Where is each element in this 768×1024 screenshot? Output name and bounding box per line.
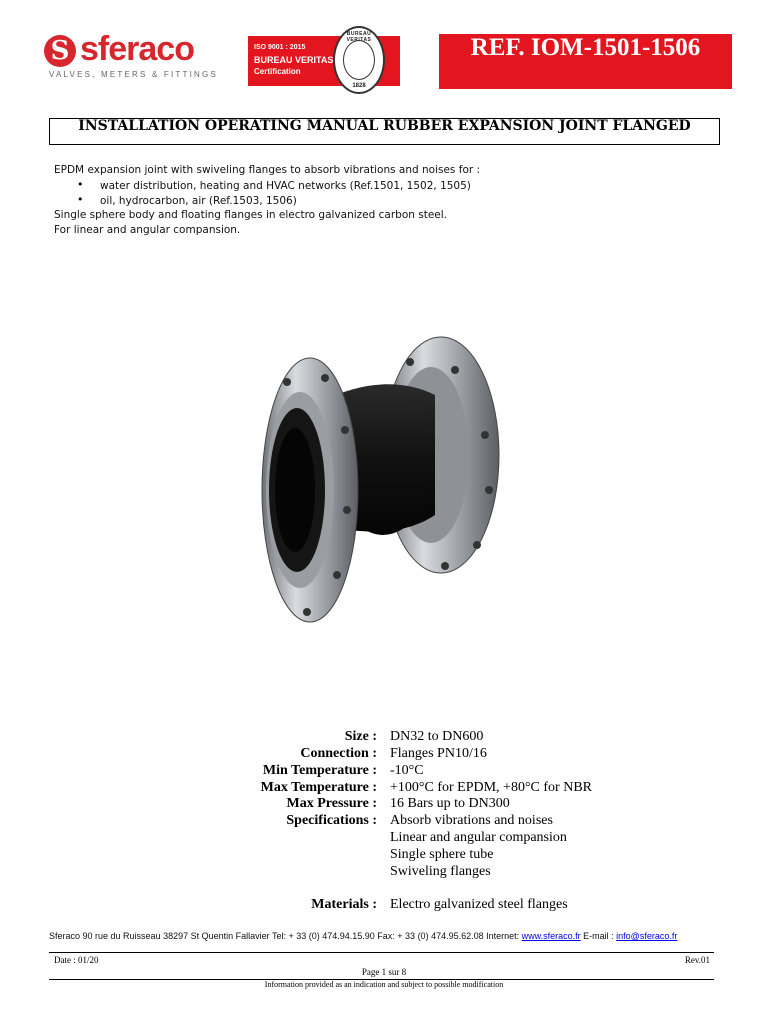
intro-line: EPDM expansion joint with swiveling flanges to absorb vibrations and noises for : <box>54 164 481 176</box>
cert-type: Certification <box>254 67 301 76</box>
document-date: Date : 01/20 <box>54 955 99 965</box>
spec-label-max-pressure: Max Pressure : <box>286 796 377 811</box>
company-address <box>49 931 677 941</box>
email-link[interactable]: info@sferaco.fr <box>616 931 678 941</box>
spec-label-size: Size : <box>344 729 377 744</box>
spec-label-max-temp: Max Temperature : <box>260 780 377 795</box>
logo-s-glyph: S <box>50 36 70 66</box>
spec-label-min-temp: Min Temperature : <box>262 763 377 778</box>
spec-value-specifications: Absorb vibrations and noises <box>390 813 553 828</box>
brand-tagline: VALVES, METERS & FITTINGS <box>49 70 218 79</box>
page-number: Page 1 sur 8 <box>361 967 407 977</box>
spec-value-specifications-3: Single sphere tube <box>390 847 494 862</box>
spec-value-specifications-2: Linear and angular compansion <box>390 830 567 845</box>
cert-body: BUREAU VERITAS <box>254 55 334 65</box>
intro-line-2: Single sphere body and floating flanges in electro galvanized carbon steel. <box>54 209 448 221</box>
spec-value-connection: Flanges PN10/16 <box>390 746 487 761</box>
spec-label-connection: Connection : <box>300 746 377 761</box>
disclaimer: Information provided as an indication and subject to possible modification <box>264 980 504 989</box>
footer-divider <box>49 952 714 953</box>
intro-bullet-1: water distribution, heating and HVAC networks (Ref.1501, 1502, 1505) <box>100 180 471 192</box>
spec-value-size: DN32 to DN600 <box>390 729 484 744</box>
seal-year: 1828 <box>352 83 366 89</box>
seal-text: BUREAU VERITAS <box>346 31 372 43</box>
spec-label-materials: Materials : <box>311 897 377 912</box>
spec-value-max-temp: +100°C for EPDM, +80°C for NBR <box>390 780 592 795</box>
bullet-icon: • <box>77 193 84 206</box>
spec-label-specifications: Specifications : <box>286 813 377 828</box>
intro-bullet-2: oil, hydrocarbon, air (Ref.1503, 1506) <box>100 195 297 207</box>
spec-value-max-pressure: 16 Bars up to DN300 <box>390 796 510 811</box>
brand-name: sferaco <box>80 30 194 68</box>
seal-inner-ring <box>343 40 375 80</box>
spec-value-materials: Electro galvanized steel flanges <box>390 897 568 912</box>
reference-number: REF. IOM-1501-1506 <box>470 34 701 61</box>
spec-value-specifications-4: Swiveling flanges <box>390 864 491 879</box>
email-label: E-mail : <box>580 931 617 941</box>
cert-iso: ISO 9001 : 2015 <box>254 44 306 51</box>
document-revision: Rev.01 <box>684 955 710 965</box>
sferaco-logo-mark <box>44 35 76 67</box>
spec-value-min-temp: -10°C <box>390 763 424 778</box>
bullet-icon: • <box>77 178 84 191</box>
address-text: Sferaco 90 rue du Ruisseau 38297 St Quentin Fallavier Tel: + 33 (0) 474.94.15.90 Fax: + 33 (0) 474.95.62.08 Internet: <box>49 931 522 941</box>
document-title: INSTALLATION OPERATING MANUAL RUBBER EXPANSION JOINT FLANGED <box>78 118 691 134</box>
website-link[interactable]: www.sferaco.fr <box>521 931 581 941</box>
expansion-joint-image <box>255 330 515 630</box>
intro-line-3: For linear and angular compansion. <box>54 224 241 236</box>
